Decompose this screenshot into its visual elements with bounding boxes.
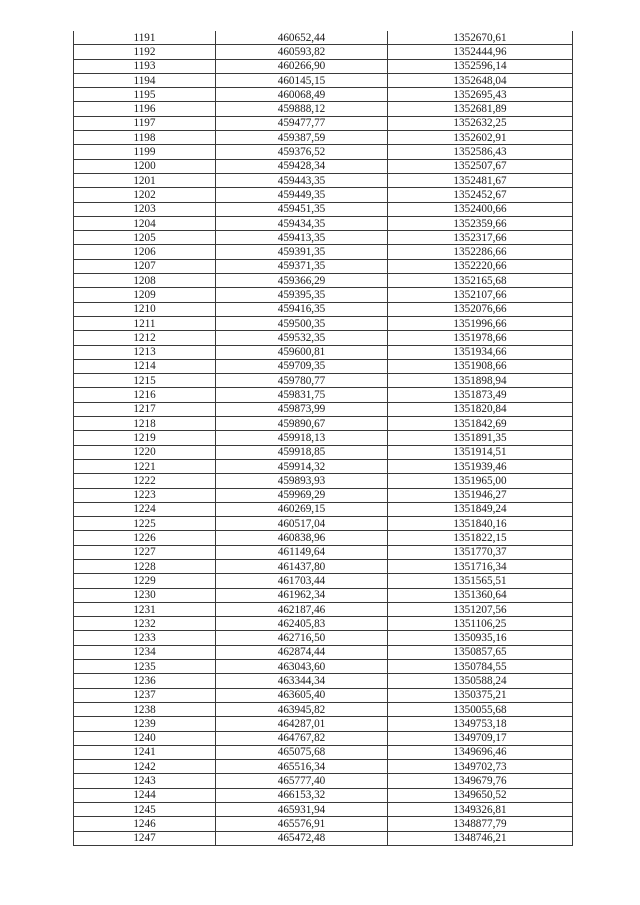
- x-coordinate-cell: 460266,90: [216, 59, 388, 73]
- y-coordinate-cell: 1349753,18: [388, 717, 573, 731]
- y-coordinate-cell: 1351565,51: [388, 574, 573, 588]
- y-coordinate-cell: 1349679,76: [388, 774, 573, 788]
- y-coordinate-cell: 1351965,00: [388, 474, 573, 488]
- table-row: [74, 302, 573, 316]
- table-row: [74, 559, 573, 573]
- y-coordinate-cell: 1351891,35: [388, 431, 573, 445]
- y-coordinate-cell: 1351820,84: [388, 402, 573, 416]
- y-coordinate-cell: 1350055,68: [388, 702, 573, 716]
- table-row: [74, 259, 573, 273]
- table-row: [74, 31, 573, 45]
- table-row: [74, 459, 573, 473]
- x-coordinate-cell: 465777,40: [216, 774, 388, 788]
- x-coordinate-cell: 459709,35: [216, 359, 388, 373]
- table-row: [74, 574, 573, 588]
- x-coordinate-cell: 459500,35: [216, 316, 388, 330]
- y-coordinate-cell: 1350857,65: [388, 645, 573, 659]
- x-coordinate-cell: 460838,96: [216, 531, 388, 545]
- point-number-cell: 1234: [74, 645, 216, 659]
- point-number-cell: 1222: [74, 474, 216, 488]
- x-coordinate-cell: 463043,60: [216, 660, 388, 674]
- x-coordinate-cell: 462405,83: [216, 617, 388, 631]
- y-coordinate-cell: 1351360,64: [388, 588, 573, 602]
- y-coordinate-cell: 1352602,91: [388, 131, 573, 145]
- table-row: [74, 188, 573, 202]
- point-number-cell: 1204: [74, 216, 216, 230]
- point-number-cell: 1193: [74, 59, 216, 73]
- table-row: [74, 431, 573, 445]
- y-coordinate-cell: 1352286,66: [388, 245, 573, 259]
- coordinates-table: [73, 31, 573, 846]
- table-row: [74, 488, 573, 502]
- point-number-cell: 1223: [74, 488, 216, 502]
- y-coordinate-cell: 1351939,46: [388, 459, 573, 473]
- y-coordinate-cell: 1352507,67: [388, 159, 573, 173]
- x-coordinate-cell: 459366,29: [216, 274, 388, 288]
- point-number-cell: 1217: [74, 402, 216, 416]
- point-number-cell: 1209: [74, 288, 216, 302]
- point-number-cell: 1245: [74, 803, 216, 817]
- x-coordinate-cell: 460068,49: [216, 88, 388, 102]
- point-number-cell: 1235: [74, 660, 216, 674]
- y-coordinate-cell: 1349326,81: [388, 803, 573, 817]
- y-coordinate-cell: 1352632,25: [388, 116, 573, 130]
- x-coordinate-cell: 464767,82: [216, 731, 388, 745]
- point-number-cell: 1232: [74, 617, 216, 631]
- x-coordinate-cell: 461703,44: [216, 574, 388, 588]
- table-row: [74, 417, 573, 431]
- coordinates-table-body: [74, 31, 573, 845]
- y-coordinate-cell: 1352481,67: [388, 173, 573, 187]
- x-coordinate-cell: 459376,52: [216, 145, 388, 159]
- y-coordinate-cell: 1352444,96: [388, 45, 573, 59]
- x-coordinate-cell: 463945,82: [216, 702, 388, 716]
- y-coordinate-cell: 1352681,89: [388, 102, 573, 116]
- y-coordinate-cell: 1350588,24: [388, 674, 573, 688]
- point-number-cell: 1231: [74, 602, 216, 616]
- y-coordinate-cell: 1352107,66: [388, 288, 573, 302]
- x-coordinate-cell: 459477,77: [216, 116, 388, 130]
- table-row: [74, 660, 573, 674]
- y-coordinate-cell: 1352400,66: [388, 202, 573, 216]
- table-row: [74, 517, 573, 531]
- y-coordinate-cell: 1352220,66: [388, 259, 573, 273]
- table-row: [74, 345, 573, 359]
- x-coordinate-cell: 459918,85: [216, 445, 388, 459]
- x-coordinate-cell: 459831,75: [216, 388, 388, 402]
- point-number-cell: 1199: [74, 145, 216, 159]
- x-coordinate-cell: 459434,35: [216, 216, 388, 230]
- point-number-cell: 1227: [74, 545, 216, 559]
- x-coordinate-cell: 459443,35: [216, 173, 388, 187]
- point-number-cell: 1214: [74, 359, 216, 373]
- x-coordinate-cell: 464287,01: [216, 717, 388, 731]
- table-row: [74, 102, 573, 116]
- y-coordinate-cell: 1351996,66: [388, 316, 573, 330]
- table-row: [74, 245, 573, 259]
- x-coordinate-cell: 463344,34: [216, 674, 388, 688]
- point-number-cell: 1212: [74, 331, 216, 345]
- x-coordinate-cell: 459532,35: [216, 331, 388, 345]
- y-coordinate-cell: 1352596,14: [388, 59, 573, 73]
- point-number-cell: 1208: [74, 274, 216, 288]
- point-number-cell: 1195: [74, 88, 216, 102]
- x-coordinate-cell: 459416,35: [216, 302, 388, 316]
- point-number-cell: 1236: [74, 674, 216, 688]
- table-row: [74, 359, 573, 373]
- x-coordinate-cell: 459371,35: [216, 259, 388, 273]
- y-coordinate-cell: 1351946,27: [388, 488, 573, 502]
- point-number-cell: 1194: [74, 73, 216, 87]
- x-coordinate-cell: 459387,59: [216, 131, 388, 145]
- table-row: [74, 588, 573, 602]
- x-coordinate-cell: 465516,34: [216, 760, 388, 774]
- point-number-cell: 1233: [74, 631, 216, 645]
- point-number-cell: 1243: [74, 774, 216, 788]
- table-row: [74, 788, 573, 802]
- table-row: [74, 631, 573, 645]
- table-row: [74, 831, 573, 845]
- point-number-cell: 1228: [74, 559, 216, 573]
- point-number-cell: 1226: [74, 531, 216, 545]
- y-coordinate-cell: 1350375,21: [388, 688, 573, 702]
- y-coordinate-cell: 1348877,79: [388, 817, 573, 831]
- y-coordinate-cell: 1351978,66: [388, 331, 573, 345]
- table-row: [74, 145, 573, 159]
- table-row: [74, 674, 573, 688]
- point-number-cell: 1237: [74, 688, 216, 702]
- y-coordinate-cell: 1352359,66: [388, 216, 573, 230]
- table-row: [74, 374, 573, 388]
- point-number-cell: 1216: [74, 388, 216, 402]
- x-coordinate-cell: 465472,48: [216, 831, 388, 845]
- table-row: [74, 645, 573, 659]
- point-number-cell: 1198: [74, 131, 216, 145]
- y-coordinate-cell: 1351207,56: [388, 602, 573, 616]
- table-row: [74, 717, 573, 731]
- y-coordinate-cell: 1349696,46: [388, 745, 573, 759]
- table-row: [74, 688, 573, 702]
- x-coordinate-cell: 460517,04: [216, 517, 388, 531]
- point-number-cell: 1207: [74, 259, 216, 273]
- x-coordinate-cell: 459969,29: [216, 488, 388, 502]
- y-coordinate-cell: 1351849,24: [388, 502, 573, 516]
- x-coordinate-cell: 460145,15: [216, 73, 388, 87]
- y-coordinate-cell: 1351106,25: [388, 617, 573, 631]
- y-coordinate-cell: 1349650,52: [388, 788, 573, 802]
- table-row: [74, 702, 573, 716]
- x-coordinate-cell: 465576,91: [216, 817, 388, 831]
- table-row: [74, 173, 573, 187]
- table-row: [74, 602, 573, 616]
- x-coordinate-cell: 461149,64: [216, 545, 388, 559]
- table-row: [74, 803, 573, 817]
- table-row: [74, 474, 573, 488]
- table-row: [74, 59, 573, 73]
- x-coordinate-cell: 460593,82: [216, 45, 388, 59]
- y-coordinate-cell: 1348746,21: [388, 831, 573, 845]
- x-coordinate-cell: 460652,44: [216, 31, 388, 45]
- x-coordinate-cell: 465075,68: [216, 745, 388, 759]
- y-coordinate-cell: 1350935,16: [388, 631, 573, 645]
- point-number-cell: 1229: [74, 574, 216, 588]
- point-number-cell: 1197: [74, 116, 216, 130]
- y-coordinate-cell: 1351822,15: [388, 531, 573, 545]
- y-coordinate-cell: 1351873,49: [388, 388, 573, 402]
- y-coordinate-cell: 1352586,43: [388, 145, 573, 159]
- table-row: [74, 731, 573, 745]
- y-coordinate-cell: 1349702,73: [388, 760, 573, 774]
- x-coordinate-cell: 459413,35: [216, 231, 388, 245]
- y-coordinate-cell: 1351842,69: [388, 417, 573, 431]
- point-number-cell: 1213: [74, 345, 216, 359]
- point-number-cell: 1244: [74, 788, 216, 802]
- x-coordinate-cell: 459391,35: [216, 245, 388, 259]
- point-number-cell: 1238: [74, 702, 216, 716]
- x-coordinate-cell: 459918,13: [216, 431, 388, 445]
- table-row: [74, 545, 573, 559]
- point-number-cell: 1219: [74, 431, 216, 445]
- point-number-cell: 1221: [74, 459, 216, 473]
- point-number-cell: 1241: [74, 745, 216, 759]
- point-number-cell: 1240: [74, 731, 216, 745]
- table-row: [74, 274, 573, 288]
- point-number-cell: 1224: [74, 502, 216, 516]
- y-coordinate-cell: 1352648,04: [388, 73, 573, 87]
- point-number-cell: 1206: [74, 245, 216, 259]
- table-row: [74, 88, 573, 102]
- point-number-cell: 1242: [74, 760, 216, 774]
- table-row: [74, 231, 573, 245]
- table-row: [74, 531, 573, 545]
- y-coordinate-cell: 1351914,51: [388, 445, 573, 459]
- x-coordinate-cell: 461437,80: [216, 559, 388, 573]
- y-coordinate-cell: 1352670,61: [388, 31, 573, 45]
- x-coordinate-cell: 459893,93: [216, 474, 388, 488]
- x-coordinate-cell: 459451,35: [216, 202, 388, 216]
- x-coordinate-cell: 462187,46: [216, 602, 388, 616]
- table-row: [74, 331, 573, 345]
- y-coordinate-cell: 1351716,34: [388, 559, 573, 573]
- y-coordinate-cell: 1351770,37: [388, 545, 573, 559]
- x-coordinate-cell: 459888,12: [216, 102, 388, 116]
- x-coordinate-cell: 466153,32: [216, 788, 388, 802]
- table-row: [74, 760, 573, 774]
- point-number-cell: 1215: [74, 374, 216, 388]
- table-row: [74, 216, 573, 230]
- y-coordinate-cell: 1351934,66: [388, 345, 573, 359]
- point-number-cell: 1201: [74, 173, 216, 187]
- table-row: [74, 73, 573, 87]
- y-coordinate-cell: 1352695,43: [388, 88, 573, 102]
- x-coordinate-cell: 459914,32: [216, 459, 388, 473]
- table-row: [74, 774, 573, 788]
- x-coordinate-cell: 459449,35: [216, 188, 388, 202]
- table-row: [74, 316, 573, 330]
- point-number-cell: 1211: [74, 316, 216, 330]
- table-row: [74, 45, 573, 59]
- table-row: [74, 388, 573, 402]
- table-row: [74, 502, 573, 516]
- point-number-cell: 1196: [74, 102, 216, 116]
- table-row: [74, 202, 573, 216]
- y-coordinate-cell: 1352165,68: [388, 274, 573, 288]
- y-coordinate-cell: 1351898,94: [388, 374, 573, 388]
- table-row: [74, 131, 573, 145]
- y-coordinate-cell: 1352452,67: [388, 188, 573, 202]
- x-coordinate-cell: 465931,94: [216, 803, 388, 817]
- point-number-cell: 1200: [74, 159, 216, 173]
- point-number-cell: 1239: [74, 717, 216, 731]
- table-row: [74, 445, 573, 459]
- y-coordinate-cell: 1349709,17: [388, 731, 573, 745]
- point-number-cell: 1246: [74, 817, 216, 831]
- table-row: [74, 159, 573, 173]
- point-number-cell: 1191: [74, 31, 216, 45]
- y-coordinate-cell: 1351840,16: [388, 517, 573, 531]
- x-coordinate-cell: 462874,44: [216, 645, 388, 659]
- point-number-cell: 1230: [74, 588, 216, 602]
- x-coordinate-cell: 462716,50: [216, 631, 388, 645]
- y-coordinate-cell: 1350784,55: [388, 660, 573, 674]
- y-coordinate-cell: 1351908,66: [388, 359, 573, 373]
- point-number-cell: 1192: [74, 45, 216, 59]
- point-number-cell: 1218: [74, 417, 216, 431]
- x-coordinate-cell: 460269,15: [216, 502, 388, 516]
- x-coordinate-cell: 459395,35: [216, 288, 388, 302]
- point-number-cell: 1203: [74, 202, 216, 216]
- x-coordinate-cell: 459890,67: [216, 417, 388, 431]
- y-coordinate-cell: 1352076,66: [388, 302, 573, 316]
- table-row: [74, 402, 573, 416]
- point-number-cell: 1205: [74, 231, 216, 245]
- table-row: [74, 288, 573, 302]
- x-coordinate-cell: 459873,99: [216, 402, 388, 416]
- x-coordinate-cell: 459428,34: [216, 159, 388, 173]
- x-coordinate-cell: 463605,40: [216, 688, 388, 702]
- table-row: [74, 745, 573, 759]
- x-coordinate-cell: 459600,81: [216, 345, 388, 359]
- table-row: [74, 817, 573, 831]
- table-row: [74, 116, 573, 130]
- y-coordinate-cell: 1352317,66: [388, 231, 573, 245]
- point-number-cell: 1220: [74, 445, 216, 459]
- x-coordinate-cell: 461962,34: [216, 588, 388, 602]
- x-coordinate-cell: 459780,77: [216, 374, 388, 388]
- point-number-cell: 1210: [74, 302, 216, 316]
- point-number-cell: 1202: [74, 188, 216, 202]
- table-row: [74, 617, 573, 631]
- point-number-cell: 1225: [74, 517, 216, 531]
- point-number-cell: 1247: [74, 831, 216, 845]
